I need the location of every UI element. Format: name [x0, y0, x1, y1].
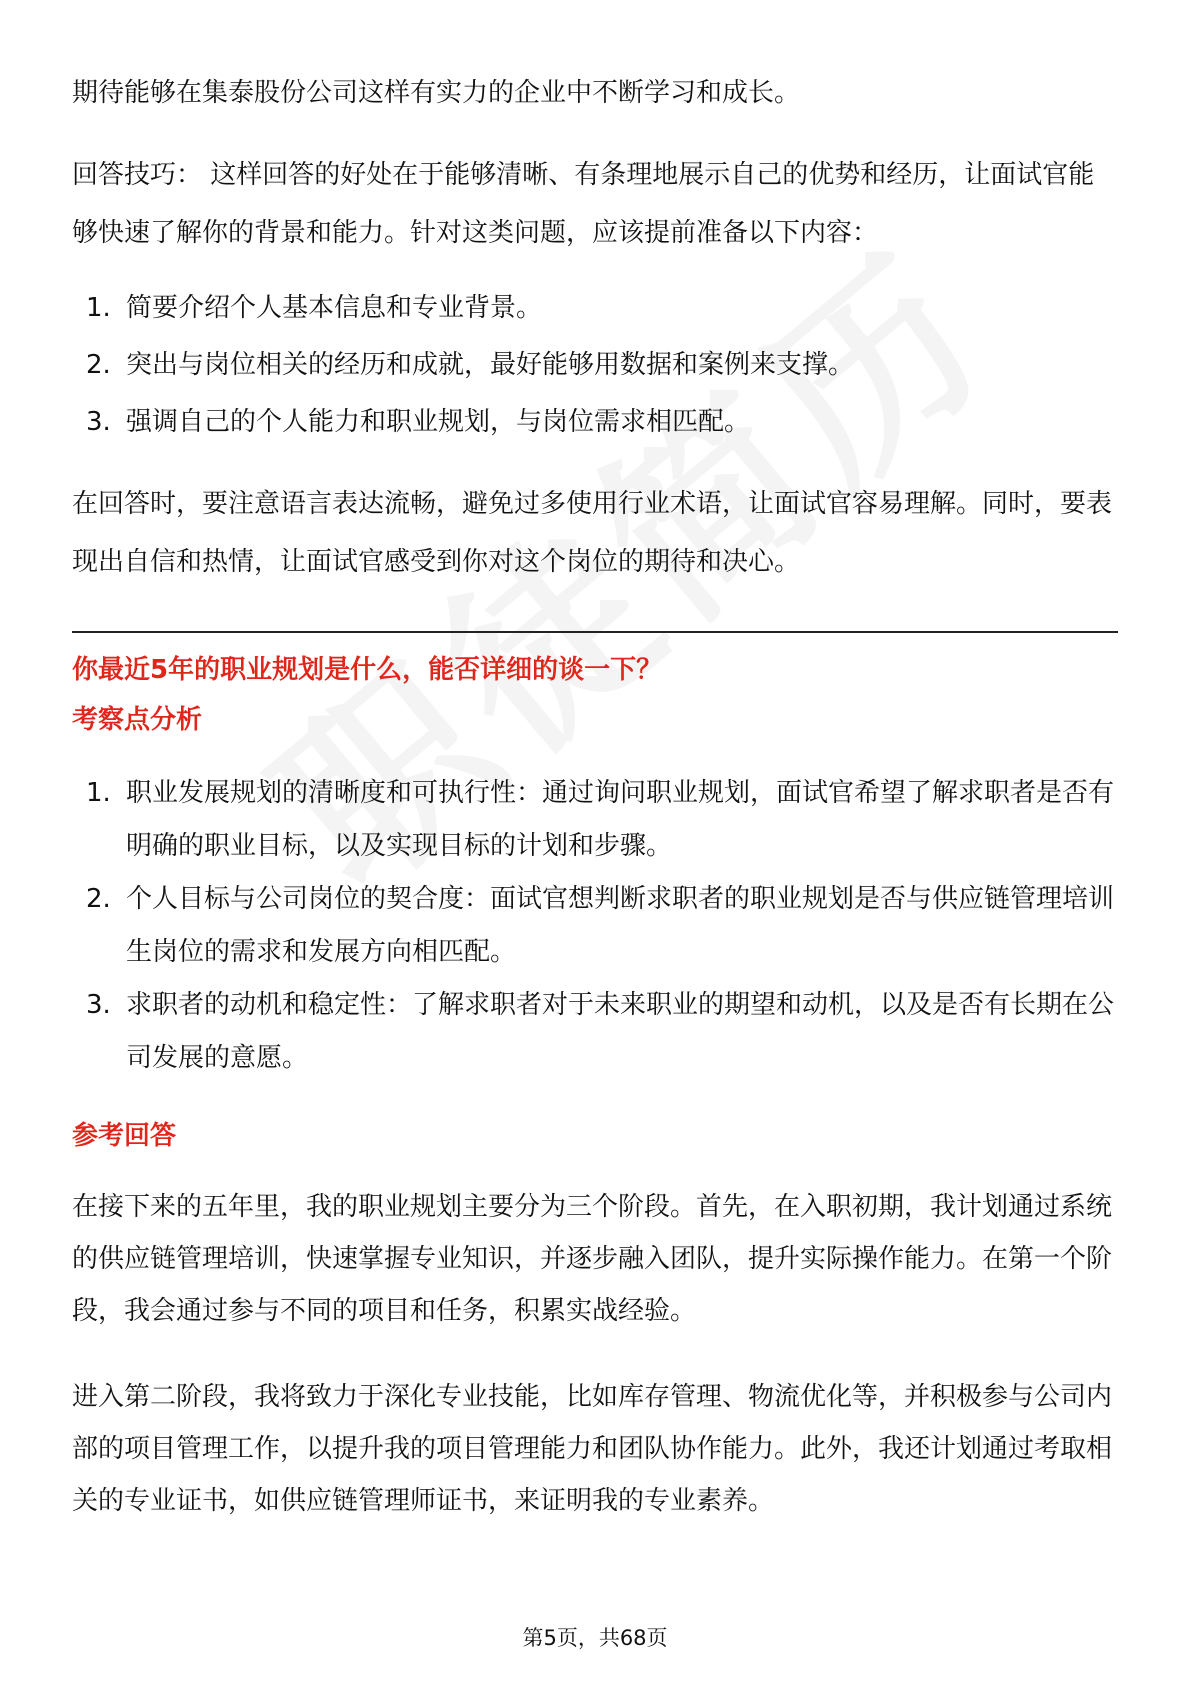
list-text: 个人目标与公司岗位的契合度：面试官想判断求职者的职业规划是否与供应链管理培训生岗位的需求和发展方向相匹配。	[126, 884, 1115, 967]
list-number: 3.	[86, 407, 111, 437]
tip-list	[72, 280, 1118, 451]
list-text: 职业发展规划的清晰度和可执行性：通过询问职业规划，面试官希望了解求职者是否有明确的职业目标，以及实现目标的计划和步骤。	[126, 778, 1115, 861]
list-item	[72, 873, 1118, 979]
intro-line: 期待能够在集泰股份公司这样有实力的企业中不断学习和成长。	[72, 78, 801, 108]
page-content	[72, 64, 1118, 1527]
page-number: 第5页，共68页	[522, 1626, 668, 1650]
answer-tip: 回答技巧： 这样回答的好处在于能够清晰、有条理地展示自己的优势和经历，让面试官能够快速了解你的背景和能力。针对这类问题，应该提前准备以下内容：	[72, 160, 1095, 248]
list-number: 2.	[86, 350, 111, 380]
list-item	[72, 767, 1118, 873]
analysis-list	[72, 767, 1118, 1085]
list-text: 强调自己的个人能力和职业规划，与岗位需求相匹配。	[126, 407, 751, 437]
answer-paragraph: 在接下来的五年里，我的职业规划主要分为三个阶段。首先，在入职初期，我计划通过系统的供应链管理培训，快速掌握专业知识，并逐步融入团队，提升实际操作能力。在第一个阶段，我会通过参与不同的项目和任务，积累实战经验。	[72, 1192, 1113, 1326]
list-item	[72, 337, 1118, 394]
list-number: 2.	[86, 884, 111, 914]
list-item	[72, 394, 1118, 451]
list-text: 简要介绍个人基本信息和专业背景。	[126, 293, 543, 323]
closing-paragraph: 在回答时，要注意语言表达流畅，避免过多使用行业术语，让面试官容易理解。同时，要表现出自信和热情，让面试官感受到你对这个岗位的期待和决心。	[72, 489, 1113, 577]
list-number: 1.	[86, 293, 111, 323]
answer-paragraph: 进入第二阶段，我将致力于深化专业技能，比如库存管理、物流优化等，并积极参与公司内部的项目管理工作，以提升我的项目管理能力和团队协作能力。此外，我还计划通过考取相关的专业证书，如供应链管理师证书，来证明我的专业素养。	[72, 1382, 1113, 1516]
question-title: 你最近5年的职业规划是什么，能否详细的谈一下？	[72, 655, 663, 685]
analysis-heading: 考察点分析	[72, 705, 203, 735]
list-number: 1.	[86, 778, 111, 808]
section-divider	[72, 631, 1118, 633]
reference-heading: 参考回答	[72, 1121, 177, 1151]
list-item	[72, 280, 1118, 337]
list-number: 3.	[86, 990, 111, 1020]
list-text: 求职者的动机和稳定性：了解求职者对于未来职业的期望和动机，以及是否有长期在公司发展的意愿。	[126, 990, 1115, 1073]
list-text: 突出与岗位相关的经历和成就，最好能够用数据和案例来支撑。	[126, 350, 855, 380]
list-item	[72, 979, 1118, 1085]
